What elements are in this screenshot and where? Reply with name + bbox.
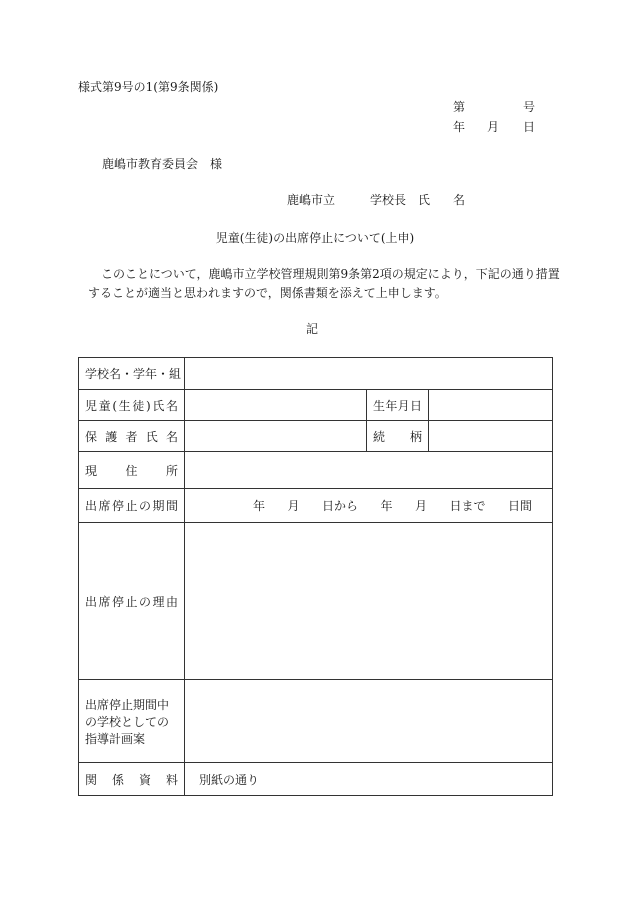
documents-value: 別紙の通り <box>185 763 553 796</box>
period-label: 出席停止の期間 <box>79 489 185 523</box>
row-school <box>79 358 553 390</box>
guardian-label: 保護者氏名 <box>79 421 185 452</box>
doc-date-day: 日 <box>523 120 536 134</box>
document-title: 児童(生徒)の出席停止について(上申) <box>215 231 415 245</box>
application-form-table <box>78 357 553 796</box>
student-name-cell[interactable] <box>185 390 367 421</box>
doc-date-year: 年 <box>453 120 466 134</box>
relation-cell[interactable] <box>429 421 553 452</box>
reason-label: 出席停止の理由 <box>79 523 185 680</box>
row-period <box>79 489 553 523</box>
period-end-day: 日まで <box>449 499 486 513</box>
row-reason <box>79 523 553 680</box>
guardian-cell[interactable] <box>185 421 367 452</box>
relation-label: 続 柄 <box>367 421 429 452</box>
period-start-day: 日から <box>322 499 359 513</box>
body-paragraph <box>88 265 558 303</box>
period-end-year: 年 <box>380 499 393 513</box>
row-guardian <box>79 421 553 452</box>
school-label: 学校名・学年・組 <box>79 358 185 390</box>
student-name-label: 児童(生徒)氏名 <box>79 390 185 421</box>
body-line-1: このことについて，鹿嶋市立学校管理規則第9条第2項の規定により，下記の通り措置 <box>101 267 560 281</box>
documents-label: 関係資料 <box>79 763 185 796</box>
sender-mei: 名 <box>453 193 466 207</box>
period-fields <box>191 497 546 514</box>
address-label: 現住所 <box>79 452 185 489</box>
ki-marker: 記 <box>306 322 319 336</box>
sender-principal: 学校長 <box>370 193 407 207</box>
period-start-year: 年 <box>253 499 266 513</box>
row-student <box>79 390 553 421</box>
doc-number-dai: 第 <box>453 100 466 114</box>
doc-number-gou: 号 <box>523 100 536 114</box>
reason-cell[interactable] <box>185 523 553 680</box>
period-days: 日間 <box>508 499 533 513</box>
period-end-month: 月 <box>415 499 428 513</box>
row-address <box>79 452 553 489</box>
sender-shi: 氏 <box>418 193 431 207</box>
body-line-2: することが適当と思われますので，関係書類を添えて上申します。 <box>88 286 447 300</box>
plan-cell[interactable] <box>185 680 553 763</box>
period-cell[interactable] <box>185 489 553 523</box>
birthdate-label: 生年月日 <box>367 390 429 421</box>
row-documents <box>79 763 553 796</box>
address-cell[interactable] <box>185 452 553 489</box>
plan-label: 出席停止期間中の学校としての指導計画案 <box>79 680 185 763</box>
period-start-month: 月 <box>287 499 300 513</box>
row-plan <box>79 680 553 763</box>
birthdate-cell[interactable] <box>429 390 553 421</box>
school-value-cell[interactable] <box>185 358 553 390</box>
addressee: 鹿嶋市教育委員会 様 <box>102 157 223 171</box>
doc-date-month: 月 <box>487 120 500 134</box>
sender-city: 鹿嶋市立 <box>287 193 336 207</box>
form-number: 様式第9号の1(第9条関係) <box>78 80 219 94</box>
